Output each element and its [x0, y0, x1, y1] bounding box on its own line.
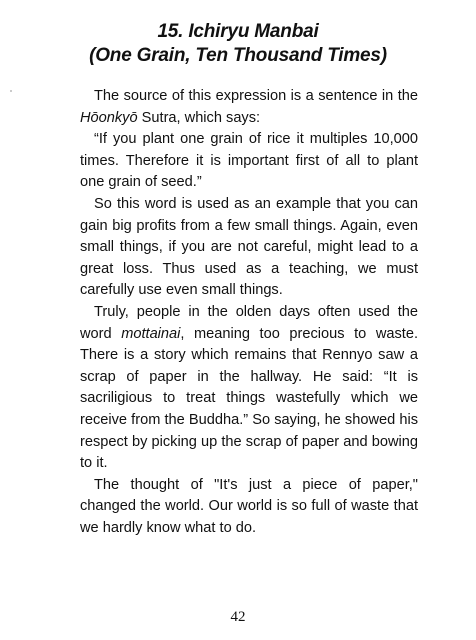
chapter-subtitle: (One Grain, Ten Thousand Times): [89, 45, 387, 66]
scan-speck: [10, 90, 12, 92]
paragraph-meaning: So this word is used as an example that you can gain big profits from a few small things. Again, even small things, if you are not careful, might lead to a great loss. Thus used as a teaching, we must carefully use even small things.: [80, 195, 418, 299]
paragraph-closing: The thought of "It's just a piece of paper," changed the world. Our world is so full of waste that we hardly know what to do.: [80, 476, 418, 536]
paragraph-text: Truly, people in the olden days often used the word: [80, 303, 418, 342]
chapter-title: 15. Ichiryu Manbai: [157, 21, 319, 42]
paragraph-quote: “If you plant one grain of rice it multiples 10,000 times. Therefore it is important first of all to plant one grain of seed.”: [80, 131, 418, 191]
paragraph-source: [80, 86, 418, 129]
paragraph-mottainai: [80, 302, 418, 475]
sutra-name: Hōonkyō: [80, 109, 138, 126]
paragraph-text: The source of this expression is a sentence in the: [94, 88, 418, 104]
page-number: 42: [230, 609, 246, 625]
paragraph-text: Sutra, which says:: [137, 109, 261, 126]
mottainai-term: mottainai: [121, 325, 181, 342]
body-text: [80, 86, 418, 539]
paragraph-text: , meaning too precious to waste. There is a story which remains that Rennyo saw a scrap of paper in the hallway. He said: “It is sacriligious to treat things wastefully which we receive from the Buddha.” So saying, he showed his respect by picking up the scrap of paper and bowing to it.: [80, 325, 418, 472]
